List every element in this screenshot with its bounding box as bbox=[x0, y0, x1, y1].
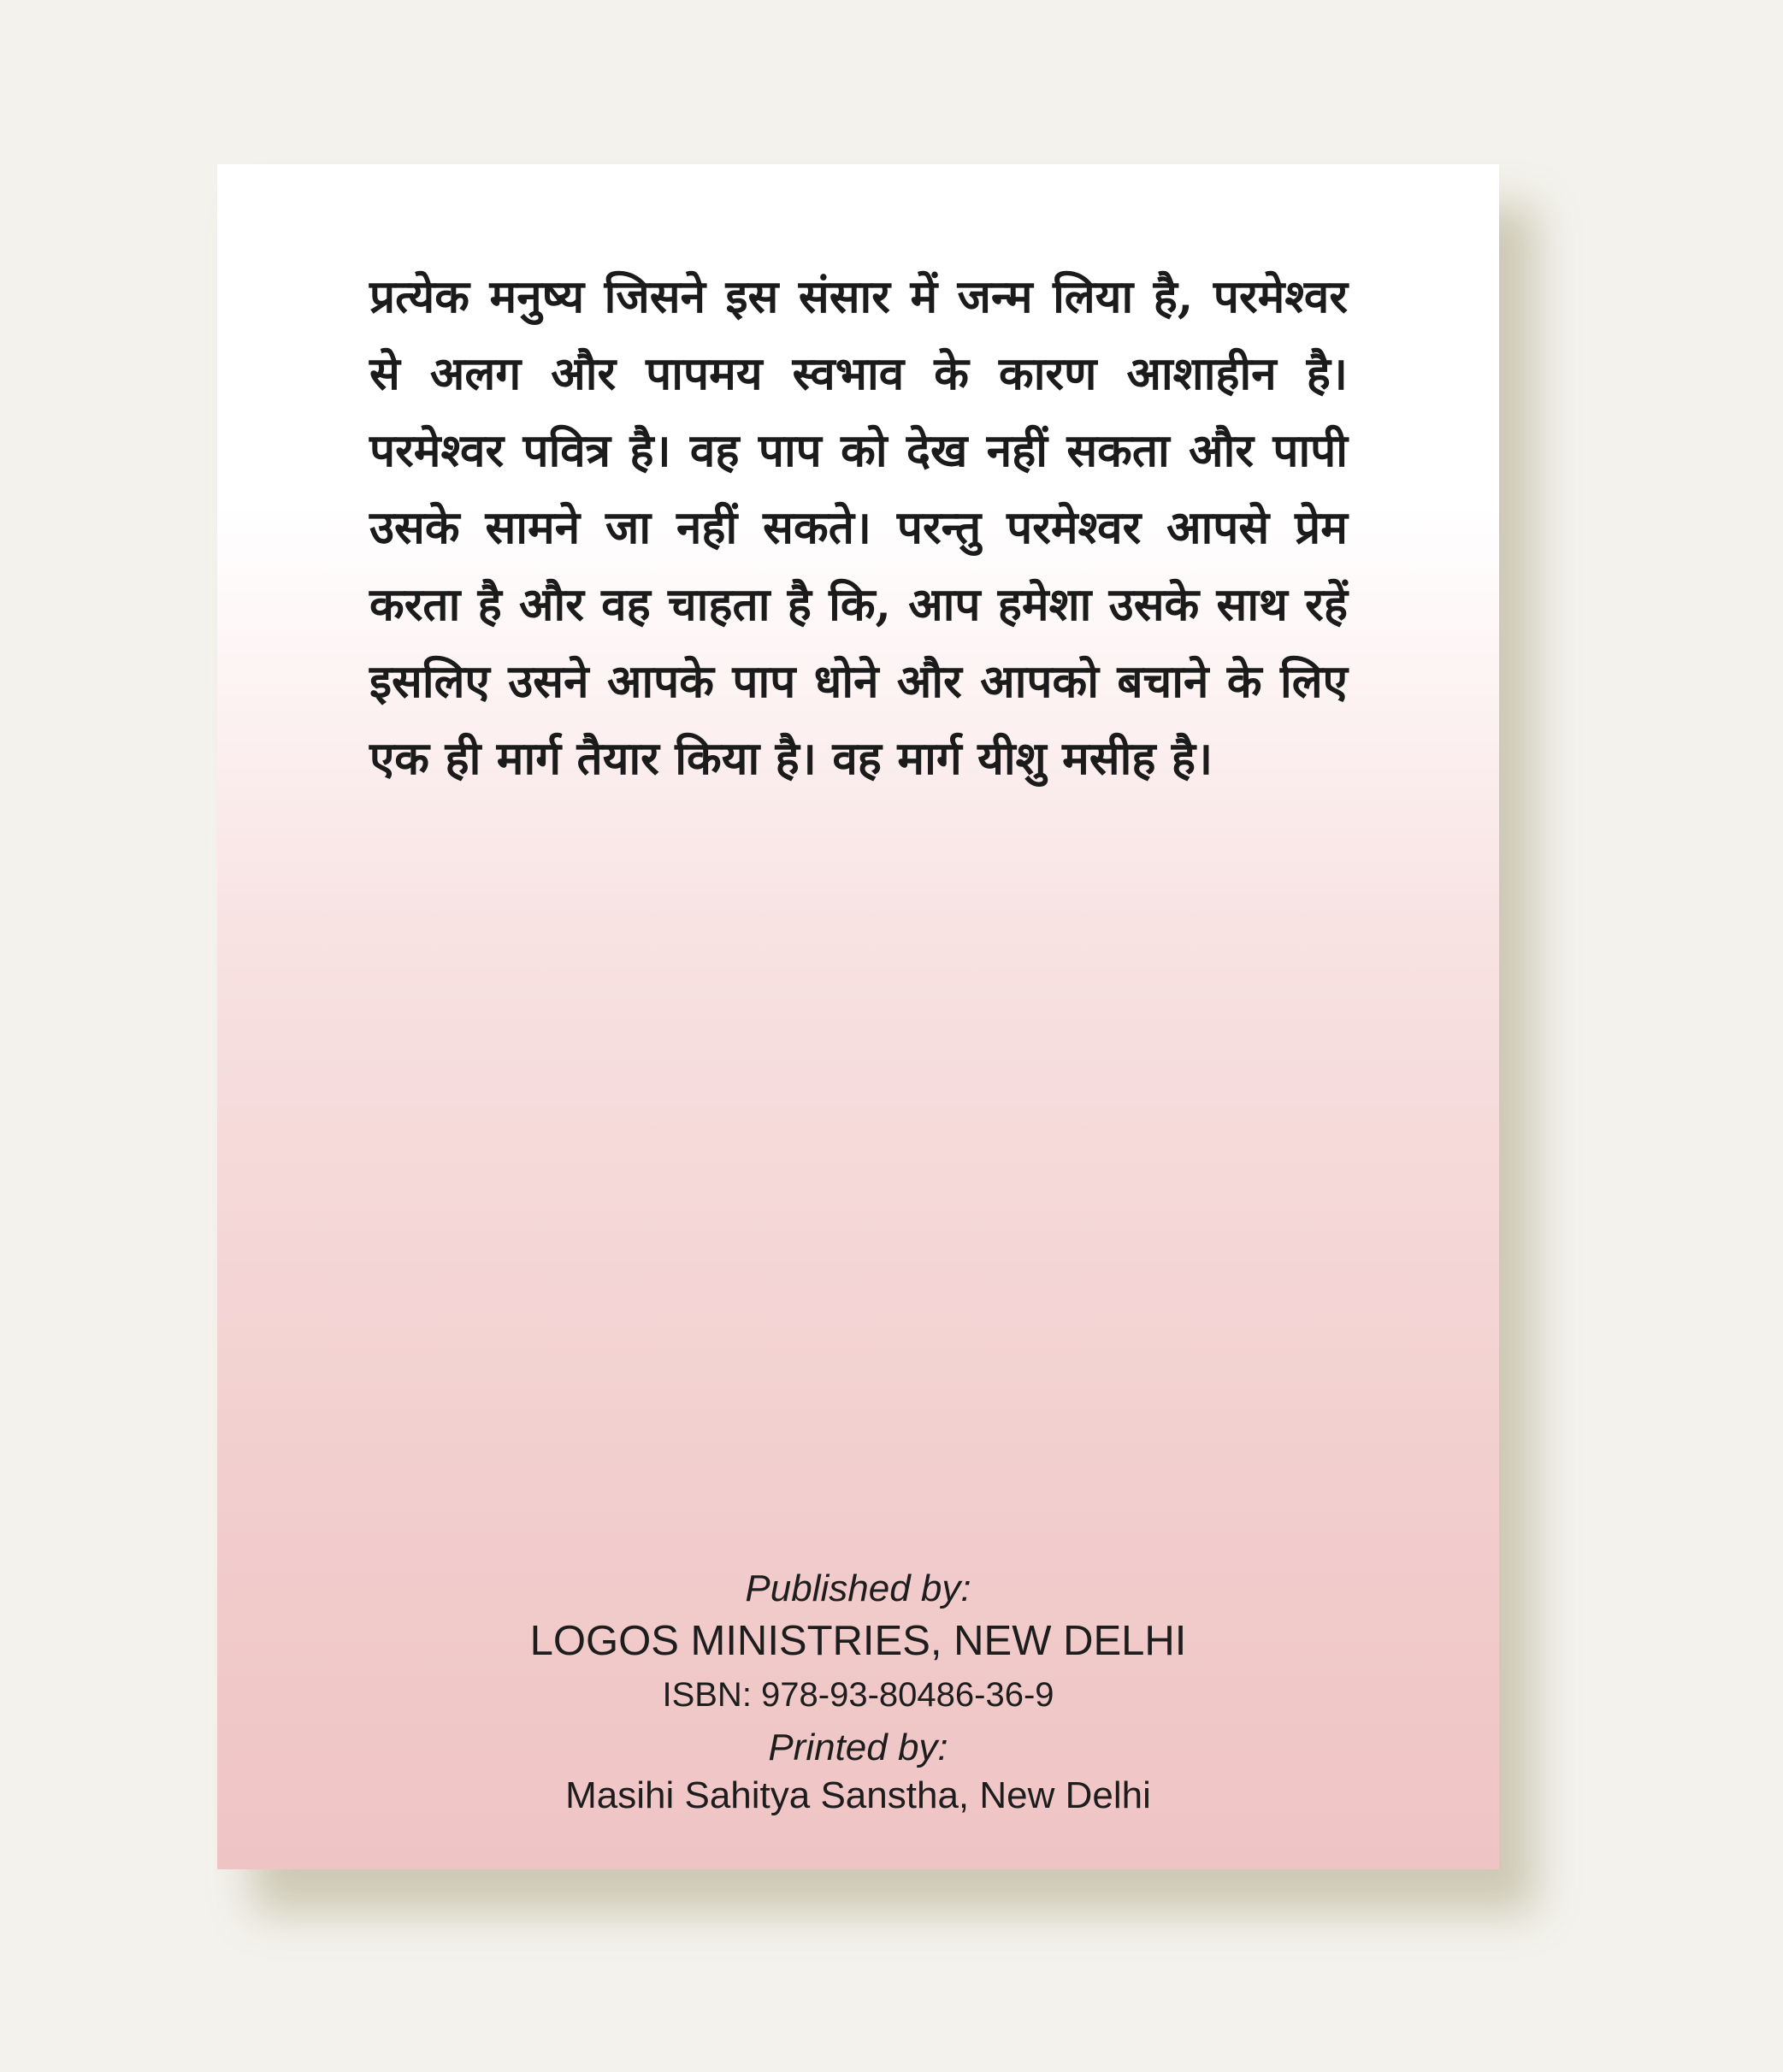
back-cover-page bbox=[217, 164, 1499, 1869]
printer-name: Masihi Sahitya Sanstha, New Delhi bbox=[565, 1774, 1151, 1816]
publisher-name: LOGOS MINISTRIES, NEW DELHI bbox=[529, 1618, 1187, 1664]
printed-by-label: Printed by: bbox=[768, 1727, 948, 1768]
isbn-number: ISBN: 978-93-80486-36-9 bbox=[662, 1676, 1054, 1714]
imprint-block bbox=[217, 1563, 1499, 1818]
hindi-body-text: प्रत्येक मनुष्य जिसने इस संसार में जन्म लिया है, परमेश्वर से अलग और पापमय स्वभाव के कारण आशाहीन है। परमेश्वर पवित्र है। वह पाप को देख नहीं सकता और पापी उसके सामने जा नहीं सकते। परन्तु परमेश्वर आपसे प्रेम करता है और वह चाहता है कि, आप हमेशा उसके साथ रहें इसलिए उसने आपके पाप धोने और आपको बचाने के लिए एक ही मार्ग तैयार किया है। वह मार्ग यीशु मसीह है। bbox=[369, 270, 1348, 785]
published-by-label: Published by: bbox=[745, 1567, 971, 1609]
